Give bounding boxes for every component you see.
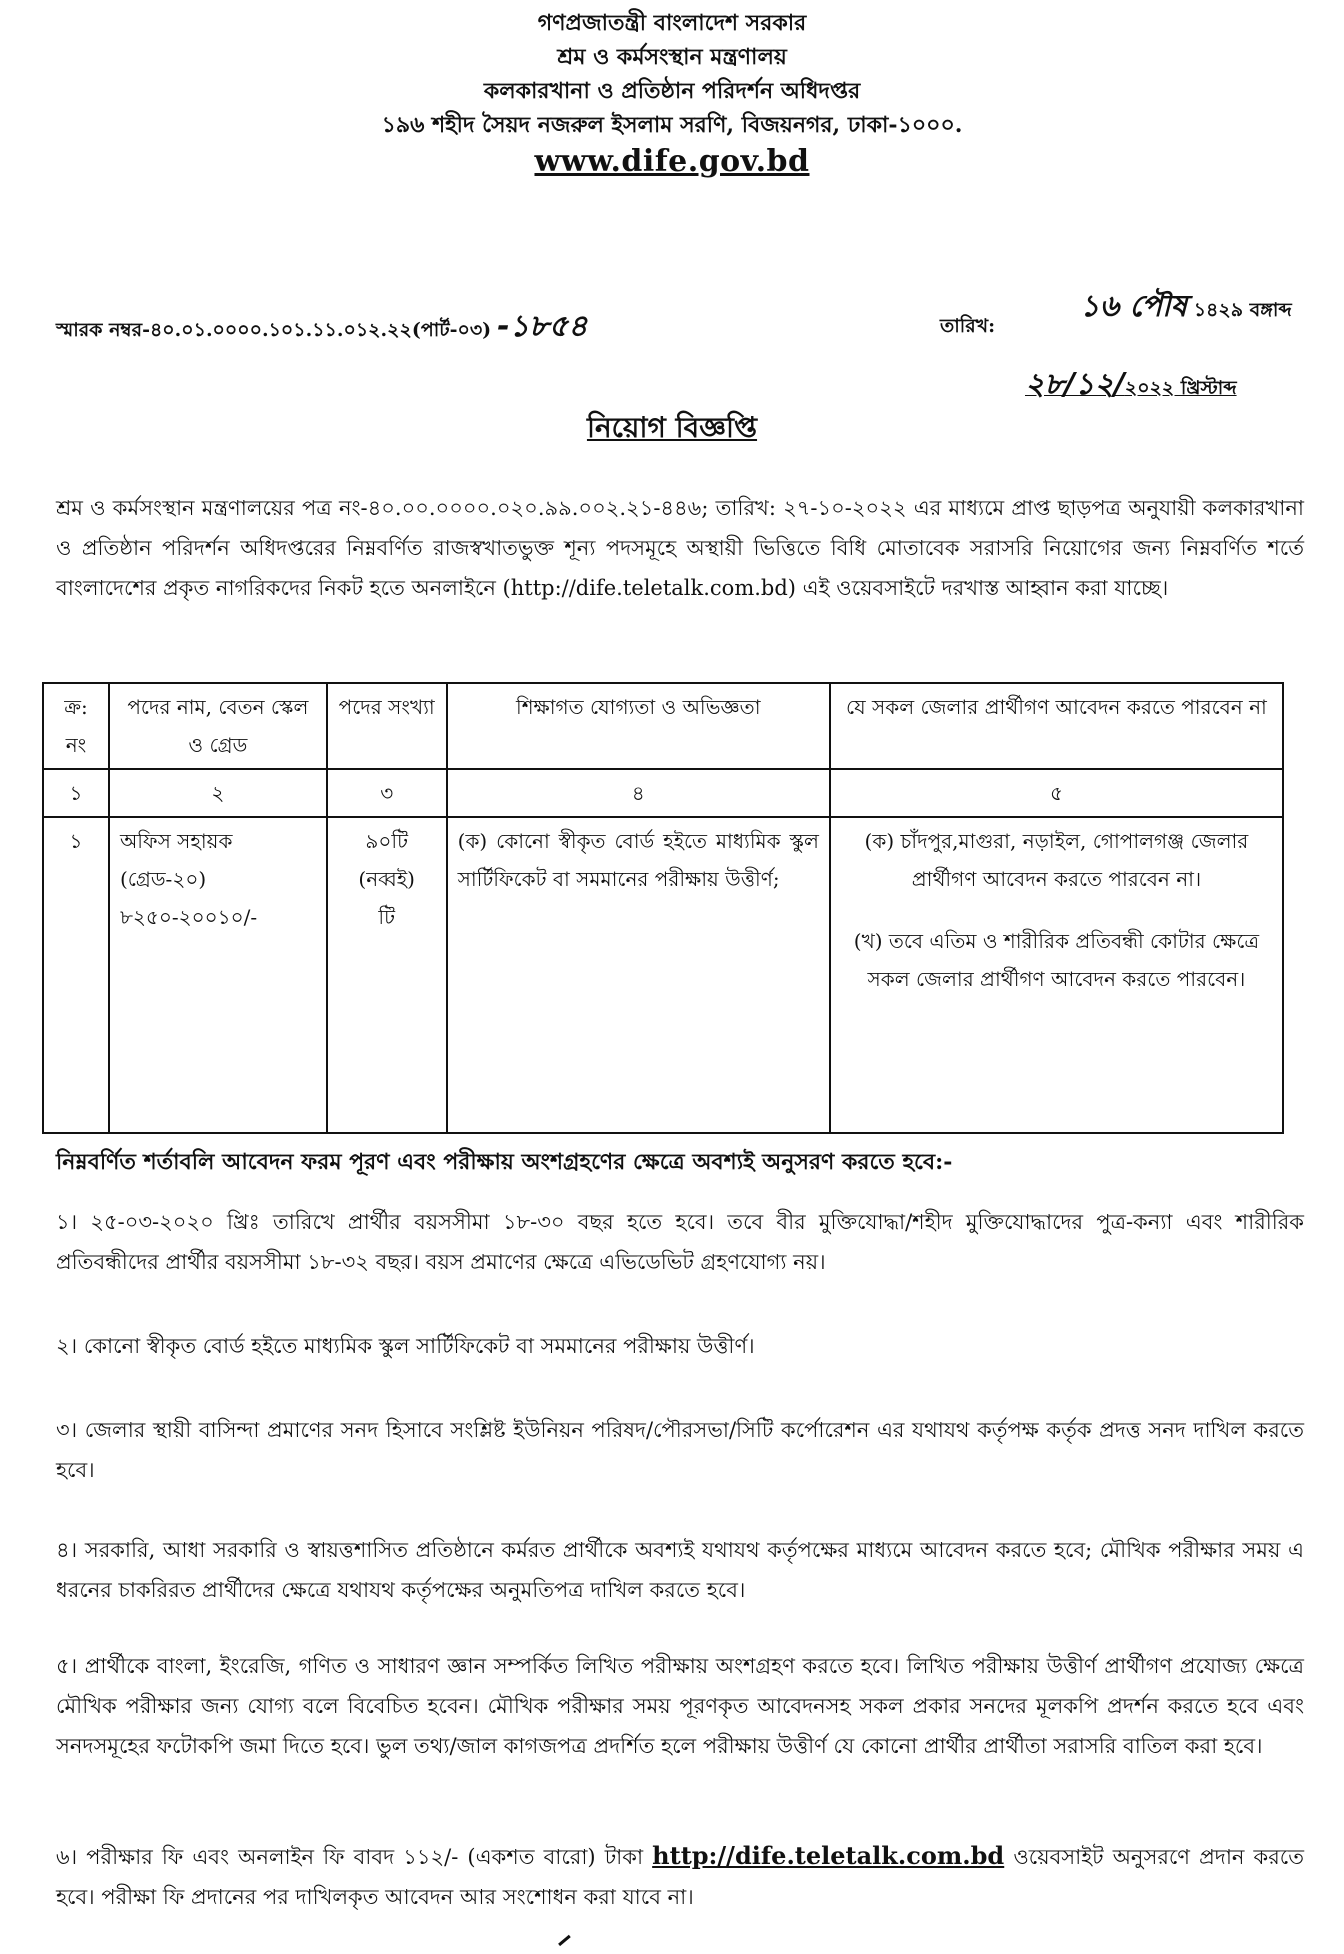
table-header-row — [43, 683, 1283, 769]
row-post — [109, 817, 327, 1133]
column-number: ৩ — [327, 769, 447, 817]
memo-handwritten-number: -১৮৫৪ — [497, 309, 588, 344]
post-name: অফিস সহায়ক — [119, 829, 233, 853]
condition-3: ৩। জেলার স্থায়ী বাসিন্দা প্রমাণের সনদ হিসাবে সংশ্লিষ্ট ইউনিয়ন পরিষদ/পৌরসভা/সিটি কর্পোরেশন এর যথাযথ কর্তৃপক্ষ কর্তৃক প্রদত্ত সনদ দাখিল করতে হবে। — [56, 1418, 1304, 1482]
column-number-row — [43, 769, 1283, 817]
ministry-name: শ্রম ও কর্মসংস্থান মন্ত্রণালয় — [557, 44, 787, 70]
post-count-words: (নব্বই) — [358, 867, 415, 891]
signature-stroke — [558, 1935, 576, 1952]
row-serial: ১ — [43, 817, 109, 1133]
column-number: ৫ — [830, 769, 1283, 817]
row-districts — [830, 817, 1283, 1133]
memo-number — [56, 302, 588, 353]
bangla-date-handwritten: ১৬ পৌষ — [1080, 289, 1188, 324]
condition-2: ২। কোনো স্বীকৃত বোর্ড হইতে মাধ্যমিক স্কুল সার্টিফিকেট বা সমমানের পরীক্ষায় উত্তীর্ণ। — [56, 1334, 755, 1358]
district-restriction: (ক) চাঁদপুর,মাগুরা, নড়াইল, গোপালগঞ্জ জেলার প্রার্থীগণ আবেদন করতে পারবেন না। — [864, 829, 1249, 891]
post-grade: (গ্রেড-২০) — [119, 867, 207, 891]
department-name: কলকারখানা ও প্রতিষ্ঠান পরিদর্শন অধিদপ্তর — [483, 78, 861, 104]
column-number: ৪ — [447, 769, 830, 817]
condition-6: ৬। পরীক্ষার ফি এবং অনলাইন ফি বাবদ ১১২/- (একশত বারো) টাকা http://dife.teletalk.com.bd ওয়েবসাইট অনুসরণে প্রদান করতে হবে। পরীক্ষা ফি প্রদানের পর দাখিলকৃত আবেদন আর সংশোধন করা যাবে না। — [56, 1841, 1304, 1909]
column-number: ১ — [43, 769, 109, 817]
website-link[interactable]: www.dife.gov.bd — [534, 144, 810, 179]
condition-1: ১। ২৫-০৩-২০২০ খ্রিঃ তারিখে প্রার্থীর বয়সসীমা ১৮-৩০ বছর হতে হবে। তবে বীর মুক্তিযোদ্ধা/শহীদ মুক্তিযোদ্ধাদের পুত্র-কন্যা এবং শারীরিক প্রতিবন্ধীদের প্রার্থীর বয়সসীমা ১৮-৩২ বছর। বয়স প্রমাণের ক্ষেত্রে এভিডেভিট গ্রহণযোগ্য নয়। — [56, 1210, 1304, 1274]
header-districts: যে সকল জেলার প্রার্থীগণ আবেদন করতে পারবেন না — [830, 683, 1283, 769]
row-count — [327, 817, 447, 1133]
conditions-heading: নিম্নবর্ণিত শর্তাবলি আবেদন ফরম পূরণ এবং পরীক্ষায় অংশগ্রহণের ক্ষেত্রে অবশ্যই অনুসরণ করতে হবে:- — [56, 1149, 953, 1175]
memo-number-label: স্মারক নম্বর-৪০.০১.০০০০.১০১.১১.০১২.২২(পার্ট-০৩) — [56, 319, 492, 341]
intro-paragraph: শ্রম ও কর্মসংস্থান মন্ত্রণালয়ের পত্র নং-৪০.০০.০০০০.০২০.৯৯.০০২.২১-৪৪৬; তারিখ: ২৭-১০-২০২২ এর মাধ্যমে প্রাপ্ত ছাড়পত্র অনুযায়ী কলকারখানা ও প্রতিষ্ঠান পরিদর্শন অধিদপ্তরের নিম্নবর্ণিত রাজস্বখাতভুক্ত শূন্য পদসমূহে অস্থায়ী ভিত্তিতে বিধি মোতাবেক সরাসরি নিয়োগের জন্য নিম্নবর্ণিত শর্তে বাংলাদেশের প্রকৃত নাগরিকদের নিকট হতে অনলাইনে (http://dife.teletalk.com.bd) এই ওয়েবসাইটে দরখাস্ত আহ্বান করা যাচ্ছে। — [56, 496, 1304, 600]
date-block — [940, 282, 1300, 402]
pay-scale: ৮২৫০-২০০১০/- — [119, 905, 258, 929]
district-exception: (খ) তবে এতিম ও শারীরিক প্রতিবন্ধী কোটার ক্ষেত্রে সকল জেলার প্রার্থীগণ আবেদন করতে পারবেন। — [853, 929, 1260, 991]
office-address: ১৯৬ শহীদ সৈয়দ নজরুল ইসলাম সরণি, বিজয়নগর, ঢাকা-১০০০. — [381, 112, 963, 138]
column-number: ২ — [109, 769, 327, 817]
bangla-year: ১৪২৯ বঙ্গাব্দ — [1193, 299, 1292, 321]
header-qualification: শিক্ষাগত যোগ্যতা ও অভিজ্ঞতা — [447, 683, 830, 769]
header-serial: ক্র: নং — [43, 683, 109, 769]
condition-5: ৫। প্রার্থীকে বাংলা, ইংরেজি, গণিত ও সাধারণ জ্ঞান সম্পর্কিত লিখিত পরীক্ষায় অংশগ্রহণ করতে হবে। লিখিত পরীক্ষায় উত্তীর্ণ প্রার্থীগণ প্রযোজ্য ক্ষেত্রে মৌখিক পরীক্ষার জন্য যোগ্য বলে বিবেচিত হবেন। মৌখিক পরীক্ষার সময় পূরণকৃত আবেদনসহ সকল প্রকার সনদের মূলকপি প্রদর্শন করতে হবে এবং সনদসমূহের ফটোকপি জমা দিতে হবে। ভুল তথ্য/জাল কাগজপত্র প্রদর্শিত হলে পরীক্ষায় উত্তীর্ণ যে কোনো প্রার্থীর প্রার্থীতা সরাসরি বাতিল করা হবে। — [56, 1654, 1304, 1758]
notice-title: নিয়োগ বিজ্ঞপ্তি — [586, 411, 758, 444]
table-row — [43, 817, 1283, 1133]
header-count: পদের সংখ্যা — [327, 683, 447, 769]
post-count: ৯০টি — [365, 829, 408, 853]
english-date-handwritten: ২৮/১২/ — [1025, 367, 1125, 402]
teletalk-link[interactable]: http://dife.teletalk.com.bd — [652, 1841, 1005, 1870]
date-label: তারিখ: — [940, 315, 996, 337]
row-qualification: (ক) কোনো স্বীকৃত বোর্ড হইতে মাধ্যমিক স্কুল সার্টিফিকেট বা সমমানের পরীক্ষায় উত্তীর্ণ; — [447, 817, 830, 1133]
condition-4: ৪। সরকারি, আধা সরকারি ও স্বায়ত্তশাসিত প্রতিষ্ঠানে কর্মরত প্রার্থীকে অবশ্যই যথাযথ কর্তৃপক্ষের মাধ্যমে আবেদন করতে হবে; মৌখিক পরীক্ষার সময় এ ধরনের চাকরিরত প্রার্থীদের ক্ষেত্রে যথাযথ কর্তৃপক্ষের অনুমতিপত্র দাখিল করতে হবে। — [56, 1538, 1304, 1602]
post-count-suffix: টি — [378, 905, 396, 929]
vacancy-table — [42, 682, 1284, 1134]
english-year: ২০২২ খ্রিস্টাব্দ — [1124, 377, 1237, 399]
government-name: গণপ্রজাতন্ত্রী বাংলাদেশ সরকার — [537, 10, 807, 36]
header-post: পদের নাম, বেতন স্কেল ও গ্রেড — [109, 683, 327, 769]
letterhead — [0, 6, 1344, 182]
